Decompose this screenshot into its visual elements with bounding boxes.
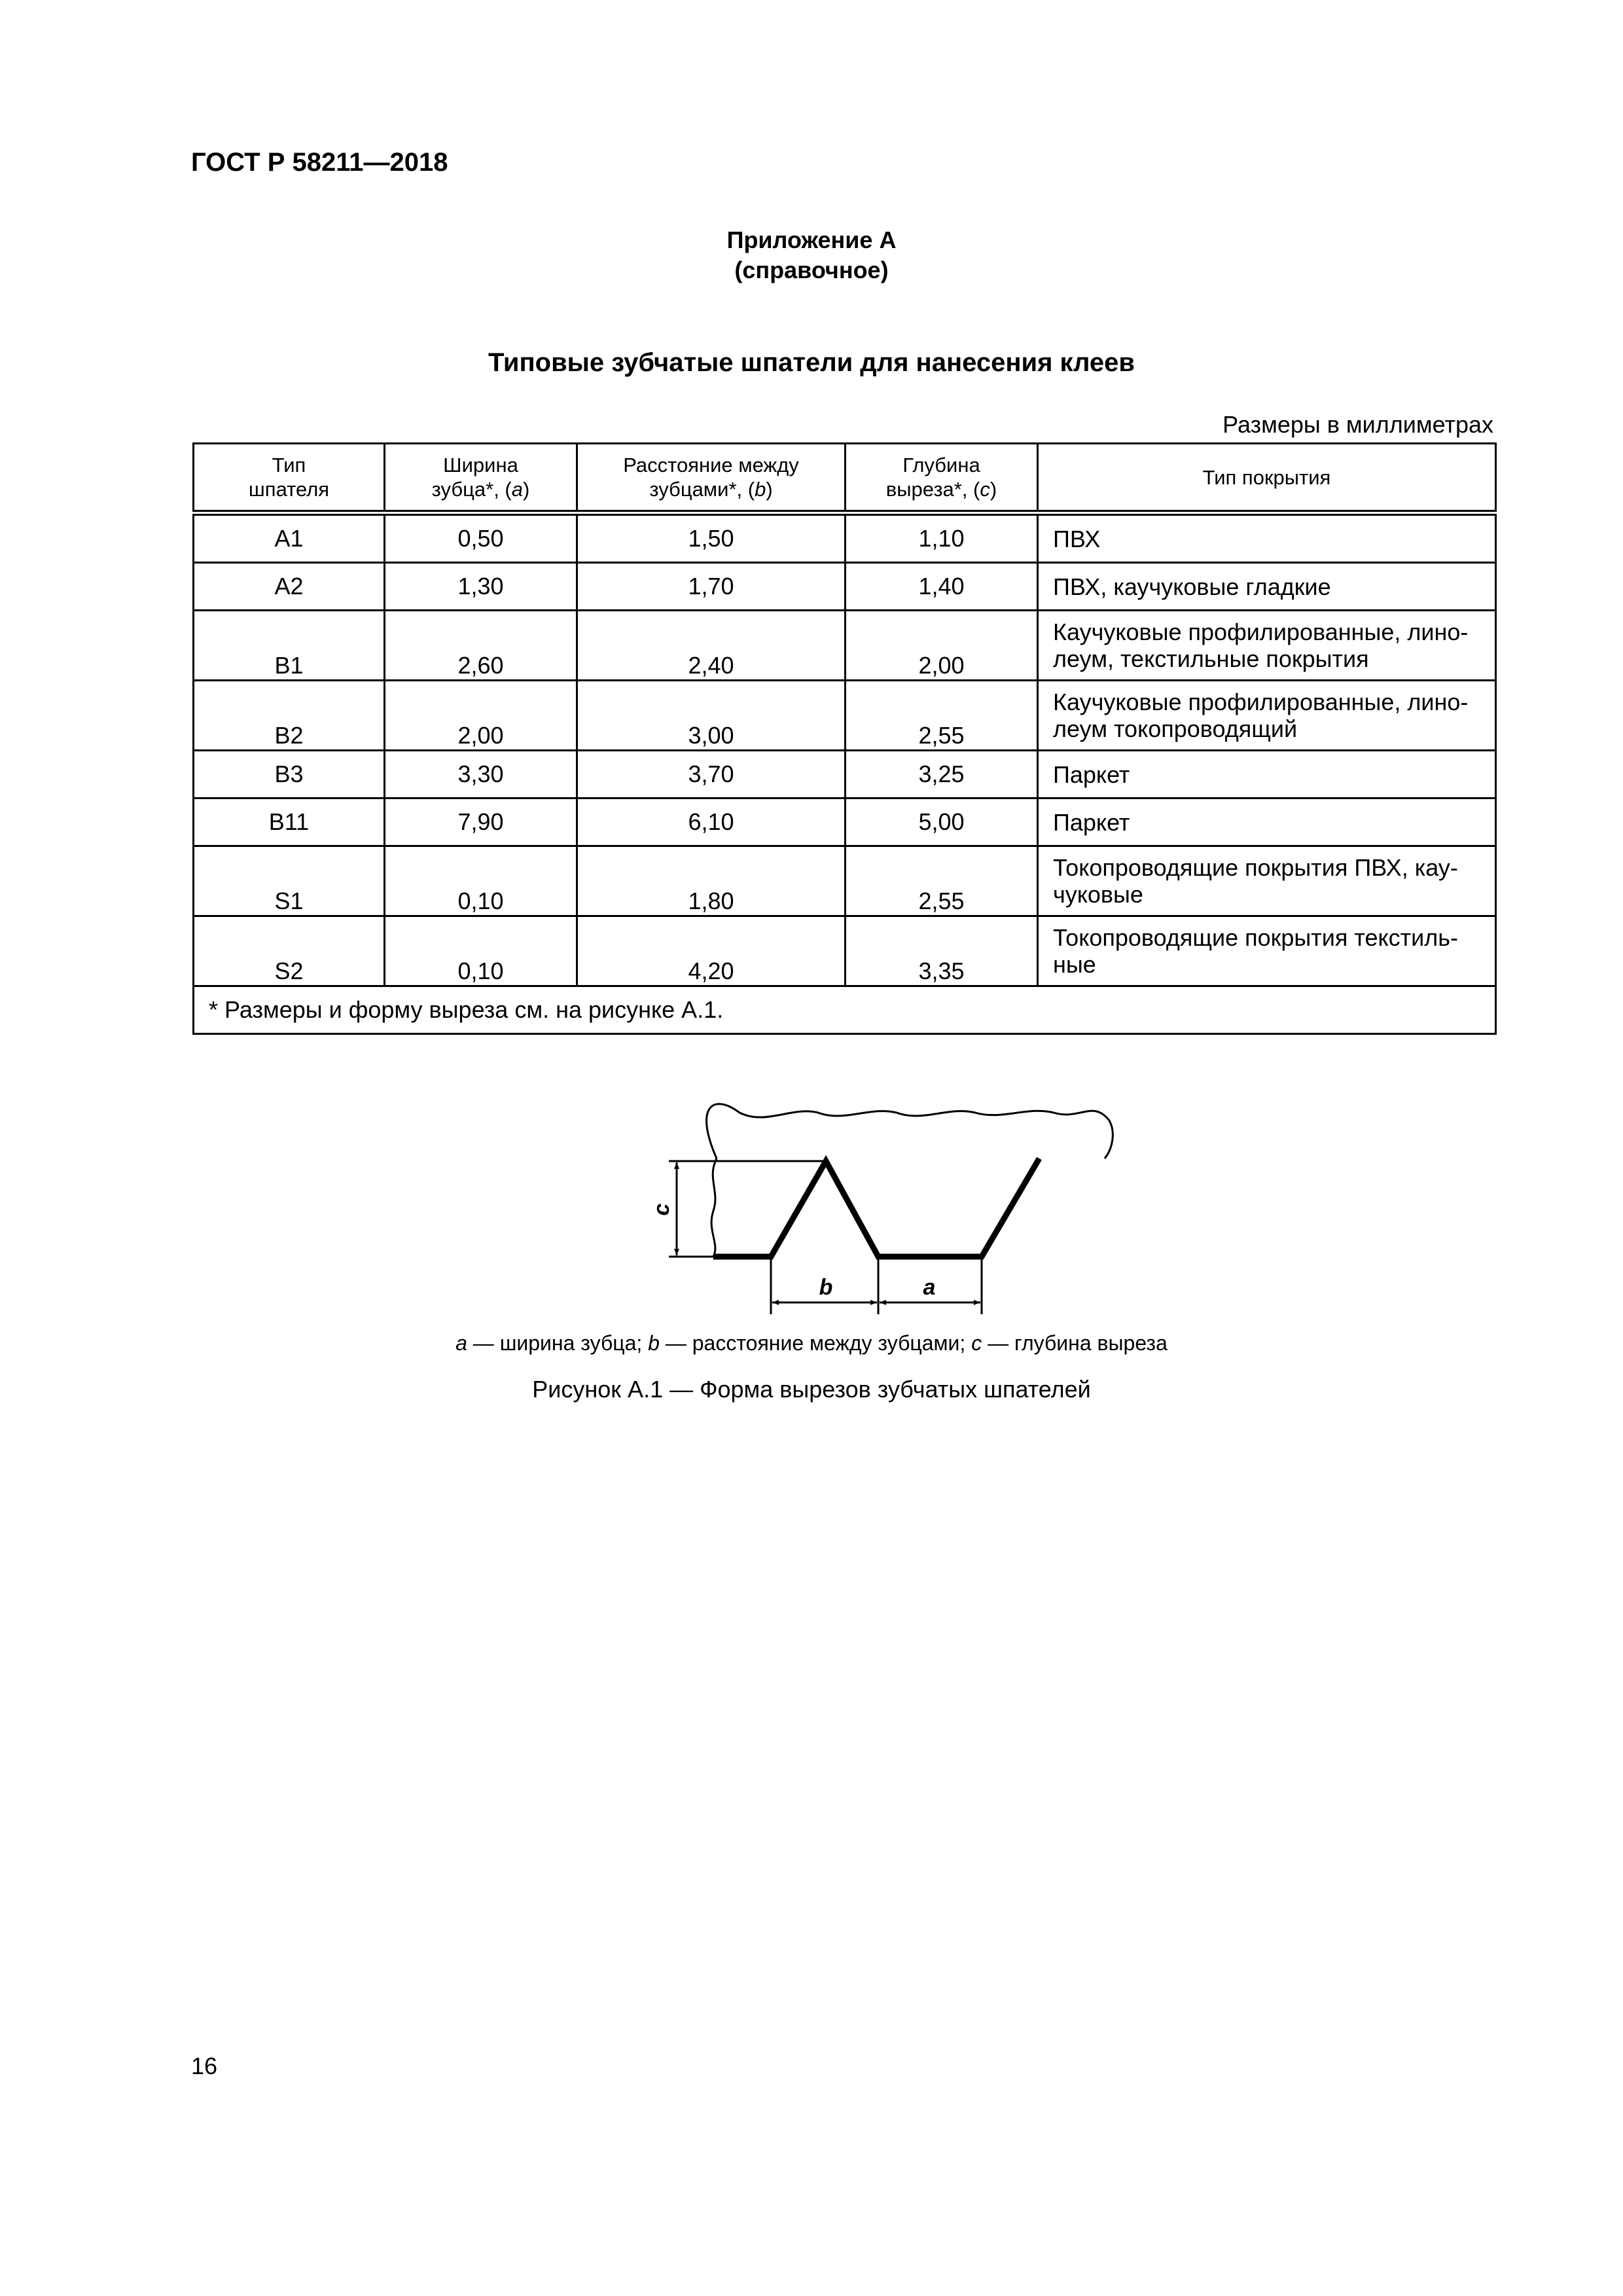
cell-coating: Каучуковые профилированные, лино- леум, текстильные покрытия: [1038, 611, 1496, 681]
page-number: 16: [191, 2053, 218, 2079]
cell-coating: ПВХ, каучуковые гладкие: [1038, 563, 1496, 611]
cell-width: 7,90: [385, 798, 577, 846]
cell-type: S1: [194, 846, 385, 916]
cell-coating: Паркет: [1038, 751, 1496, 798]
cell-depth: 3,35: [846, 916, 1038, 986]
cell-width: 1,30: [385, 563, 577, 611]
header-coating: Тип покрытия: [1038, 444, 1496, 513]
cell-type: B1: [194, 611, 385, 681]
cell-depth: 5,00: [846, 798, 1038, 846]
spatula-wavy-top: [707, 1104, 1113, 1158]
units-note: Размеры в миллиметрах: [1222, 411, 1493, 438]
cell-distance: 1,80: [577, 846, 846, 916]
table-footnote: * Размеры и форму выреза см. на рисунке А.1.: [194, 986, 1496, 1034]
cell-distance: 3,70: [577, 751, 846, 798]
appendix-title: Приложение А: [726, 226, 897, 253]
cell-distance: 6,10: [577, 798, 846, 846]
cell-coating: Токопроводящие покрытия ПВХ, кау- чуковые: [1038, 846, 1496, 916]
cell-type: B3: [194, 751, 385, 798]
header-distance: Расстояние между зубцами*, (b): [577, 444, 846, 513]
figure-legend: a — ширина зубца; b — расстояние между зубцами; c — глубина выреза: [455, 1331, 1168, 1355]
cell-coating: ПВХ: [1038, 513, 1496, 563]
label-b: b: [819, 1275, 833, 1300]
figure-caption: Рисунок А.1 — Форма вырезов зубчатых шпателей: [532, 1376, 1091, 1403]
cell-coating: Паркет: [1038, 798, 1496, 846]
header-type: Тип шпателя: [194, 444, 385, 513]
cell-type: A1: [194, 513, 385, 563]
cell-width: 0,10: [385, 846, 577, 916]
cell-width: 3,30: [385, 751, 577, 798]
cell-width: 2,00: [385, 681, 577, 751]
cell-depth: 2,00: [846, 611, 1038, 681]
cell-distance: 1,50: [577, 513, 846, 563]
document-code: ГОСТ Р 58211—2018: [191, 148, 448, 177]
label-a: a: [923, 1275, 936, 1300]
cell-coating: Каучуковые профилированные, лино- леум токопроводящий: [1038, 681, 1496, 751]
cell-distance: 3,00: [577, 681, 846, 751]
cell-depth: 1,40: [846, 563, 1038, 611]
cell-depth: 2,55: [846, 846, 1038, 916]
cell-width: 0,10: [385, 916, 577, 986]
cell-depth: 3,25: [846, 751, 1038, 798]
tooth-profile: [713, 1158, 1039, 1257]
cell-distance: 4,20: [577, 916, 846, 986]
cell-depth: 2,55: [846, 681, 1038, 751]
cell-type: A2: [194, 563, 385, 611]
label-c: c: [649, 1203, 674, 1216]
cell-distance: 2,40: [577, 611, 846, 681]
cell-coating: Токопроводящие покрытия текстиль- ные: [1038, 916, 1496, 986]
header-depth: Глубина выреза*, (c): [846, 444, 1038, 513]
cell-distance: 1,70: [577, 563, 846, 611]
cell-width: 2,60: [385, 611, 577, 681]
table-title: Типовые зубчатые шпатели для нанесения клеев: [488, 348, 1135, 377]
cell-type: B11: [194, 798, 385, 846]
spatula-wavy-left: [711, 1158, 717, 1257]
header-width: Ширина зубца*, (a): [385, 444, 577, 513]
appendix-subtitle: (справочное): [734, 257, 889, 283]
cell-depth: 1,10: [846, 513, 1038, 563]
cell-width: 0,50: [385, 513, 577, 563]
cell-type: S2: [194, 916, 385, 986]
cell-type: B2: [194, 681, 385, 751]
